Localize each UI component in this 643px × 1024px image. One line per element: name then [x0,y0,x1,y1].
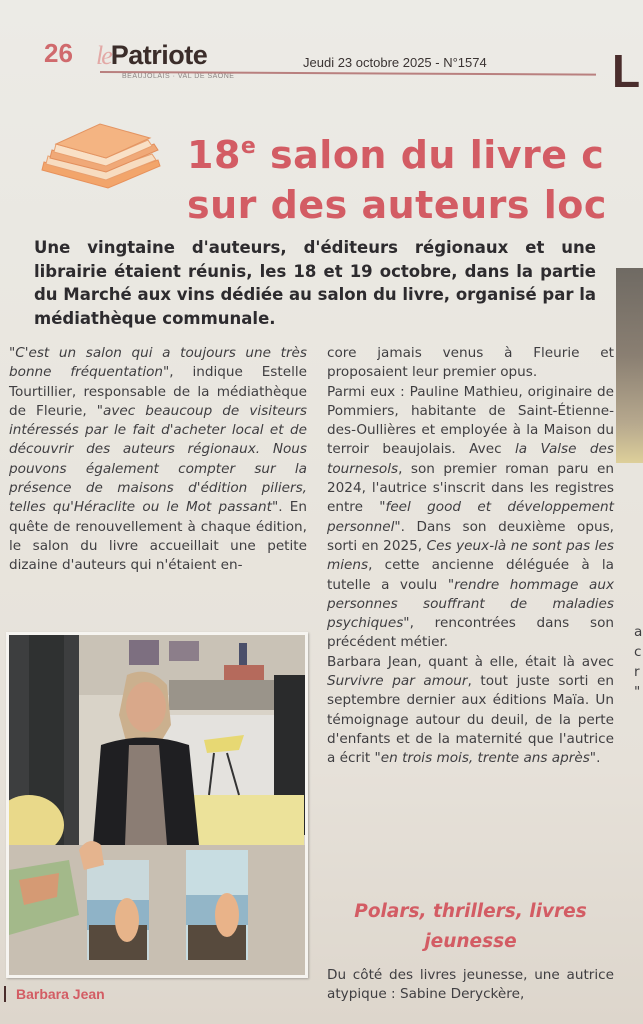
adjacent-column-fragment: a c r " [634,624,643,700]
article-title [187,122,607,230]
newspaper-logo [96,40,207,71]
logo-subtitle: BEAUJOLAIS · VAL DE SAÔNE [122,73,235,80]
book-title: Survivre par amour [327,673,468,690]
page-number: 26 [44,38,73,68]
title-line-2: sur des auteurs loc [187,183,607,227]
article-column-left: "C'est un salon qui a toujours une très bonne fréquentation", indique Estelle Tourtillier, responsable de la médiathèque de Fleurie, "avec beaucoup de visiteurs intéressés par le fait d'acheter local et de découvrir des auteurs régionaux. Nous pouvons également compter sur la présence de maisons d'édition piliers, telles qu'Héraclite ou le Mot passant". En quête de renouvellement à chaque édition, le salon du livre accueillait une petite dizaine d'auteurs qui n'étaient en- [9,345,307,574]
quote: "C'est un salon qui a toujours une très bonne fréquentation" [9,345,307,381]
title-line-1: 18e salon du livre c [187,133,605,177]
logo-name: Patriote [110,40,208,70]
book-stack-icon [36,118,166,194]
quote: "rendre hommage aux personnes souffrant de maladies psychiques" [327,576,615,632]
article-column-right-continued: Du côté des livres jeunesse, une autrice atypique : Sabine Deryckère, [327,967,614,1003]
quote: "avec beaucoup de visiteurs intéressés par le fait d'acheter local et de découvrir des auteurs régionaux. Nous pouvons également compter sur la présence de maisons d'édition piliers, telles qu'Héraclite ou le Mot passant" [9,402,307,516]
next-page-heading-fragment: L [612,45,641,97]
article-column-right [327,344,614,769]
quote: "en trois mois, trente ans après" [374,750,597,767]
photo-caption: Barbara Jean [4,986,105,1002]
book-title: Ces yeux-là ne sont pas les miens [327,537,614,574]
quote: "feel good et développement personnel" [327,499,614,535]
paragraph: Parmi eux : Pauline Mathieu, originaire de Pommiers, habitante de Saint-Étienne-des-Oullières et employée à la Maison du terroir beaujolais. Avec la Valse des tournesols, son premier roman paru en 2024, l'autrice s'inscrit dans les registres entre "feel good et développement personnel". Dans son deuxième opus, sorti en 2025, Ces yeux-là ne sont pas les miens, cette ancienne déléguée à la tutelle a voulu "rendre hommage aux personnes souffrant de maladies psychiques", rencontrées dans son précédent métier. [327,383,615,651]
article-photo [6,632,308,978]
logo-prefix: le [96,41,111,70]
section-subheading: Polars, thrillers, livres jeunesse [354,901,587,952]
paragraph: core jamais venus à Fleurie et proposaient leur premier opus. [327,345,614,381]
adjacent-photo-fragment [616,268,643,463]
book-title: la Valse des tournesols [327,441,614,477]
article-lede: Une vingtaine d'auteurs, d'éditeurs régionaux et une librairie étaient réunis, les 18 et 19 octobre, dans la partie du Marché aux vins dédiée au salon du livre, organisé par la médiathèque communale. [34,238,597,328]
paragraph: Barbara Jean, quant à elle, était là avec Survivre par amour, tout juste sorti en septembre dernier aux éditions Maïa. Un témoignage autour du deuil, de la perte d'enfants et de la maternité que l'autrice a écrit "en trois mois, trente ans après". [327,653,614,767]
issue-date: Jeudi 23 octobre 2025 - N°1574 [303,55,487,70]
